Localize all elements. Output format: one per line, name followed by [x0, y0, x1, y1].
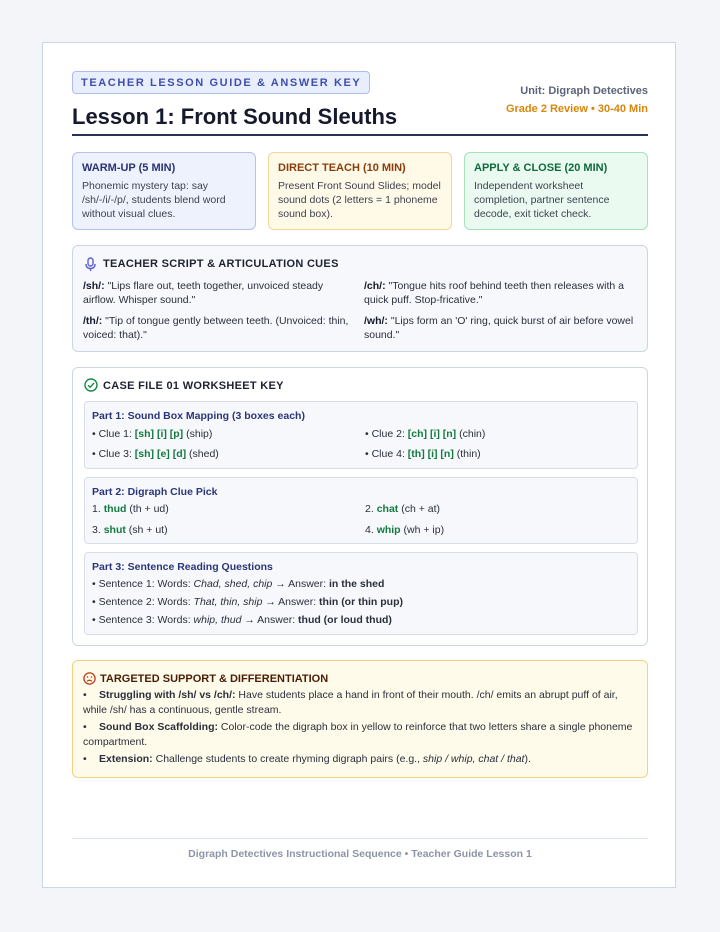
guide-badge: TEACHER LESSON GUIDE & ANSWER KEY: [72, 71, 370, 94]
sentence-item: • Sentence 3: Words: whip, thud → Answer: thud (or loud thud): [92, 614, 392, 626]
teacher-script-section: [72, 245, 648, 352]
pick-item: 4. whip (wh + ip): [365, 524, 445, 536]
microphone-icon: [84, 257, 97, 272]
support-item: • Struggling with /sh/ vs /ch/: Have students place a hand in front of their mouth. /ch/ emits an abrupt puff of air, while /sh/ has a continuous, gentle stream.: [83, 689, 618, 716]
part-title: Part 3: Sentence Reading Questions: [92, 561, 273, 573]
pick-item: 3. shut (sh + ut): [92, 524, 168, 536]
unit-name: Unit: Digraph Detectives: [520, 85, 648, 97]
part-3-sentence-reading: [84, 552, 638, 635]
cue-sound: /sh/:: [83, 280, 105, 292]
script-heading: TEACHER SCRIPT & ARTICULATION CUES: [103, 258, 339, 270]
clue-item: • Clue 1: [sh] [i] [p] (ship): [92, 428, 213, 440]
cue-sound: /ch/:: [364, 280, 386, 292]
cue-text: "Tip of tongue gently between teeth. (Unvoiced: thin, voiced: that).": [83, 315, 349, 341]
footer-divider: [72, 838, 648, 839]
phase-title: APPLY & CLOSE (20 MIN): [474, 162, 608, 174]
cue-text: "Lips form an 'O' ring, quick burst of air before vowel sound.": [364, 315, 634, 341]
clue-item: • Clue 4: [th] [i] [n] (thin): [365, 448, 481, 460]
support-item: • Extension: Challenge students to create rhyming digraph pairs (e.g., ship / whip, chat / that).: [83, 753, 531, 765]
phase-title: DIRECT TEACH (10 MIN): [278, 162, 406, 174]
phase-warm-up: [72, 152, 256, 230]
part-title: Part 2: Digraph Clue Pick: [92, 486, 218, 498]
cue-ch: [364, 279, 639, 307]
part-2-digraph-pick: [84, 477, 638, 544]
grade-duration: Grade 2 Review • 30-40 Min: [505, 103, 648, 115]
phase-title: WARM-UP (5 MIN): [82, 162, 176, 174]
support-section: [72, 660, 648, 778]
page-title: Lesson 1: Front Sound Sleuths: [72, 104, 398, 129]
page-content: [72, 71, 648, 860]
key-heading: CASE FILE 01 WORKSHEET KEY: [103, 380, 284, 392]
lesson-phases: [72, 152, 648, 230]
worksheet-key-section: [72, 367, 648, 646]
phase-description: Present Front Sound Slides; model sound dots (2 letters = 1 phoneme sound box).: [278, 180, 441, 220]
phase-apply-close: [464, 152, 648, 230]
cue-sound: /th/:: [83, 315, 103, 327]
part-1-sound-box: [84, 401, 638, 469]
cue-th: [83, 314, 358, 342]
pick-item: 2. chat (ch + at): [365, 503, 441, 515]
phase-direct-teach: [268, 152, 452, 230]
lesson-page: [42, 42, 676, 888]
part-title: Part 1: Sound Box Mapping (3 boxes each): [92, 410, 305, 422]
clue-item: • Clue 2: [ch] [i] [n] (chin): [365, 428, 486, 440]
pick-item: 1. thud (th + ud): [92, 503, 169, 515]
support-item: • Sound Box Scaffolding: Color-code the digraph box in yellow to reinforce that two letters share a single phoneme compartment.: [83, 721, 633, 748]
cue-wh: [364, 314, 639, 342]
unit-info: [506, 85, 648, 115]
support-heading: TARGETED SUPPORT & DIFFERENTIATION: [100, 673, 329, 685]
sentence-item: • Sentence 2: Words: That, thin, ship → Answer: thin (or thin pup): [92, 596, 404, 608]
page-footer: Digraph Detectives Instructional Sequence • Teacher Guide Lesson 1: [188, 848, 532, 860]
clue-item: • Clue 3: [sh] [e] [d] (shed): [92, 448, 219, 460]
header-divider: [72, 134, 648, 136]
cue-text: "Tongue hits roof behind teeth then releases with a quick puff. Stop-fricative.": [364, 280, 624, 306]
cue-sound: /wh/:: [364, 315, 388, 327]
cue-text: "Lips flare out, teeth together, unvoiced steady airflow. Whisper sound.": [83, 280, 324, 306]
sentence-item: • Sentence 1: Words: Chad, shed, chip → Answer: in the shed: [92, 578, 385, 590]
sad-face-icon: [83, 672, 96, 685]
check-circle-icon: [84, 378, 98, 392]
phase-description: Independent worksheet completion, partner sentence decode, exit ticket check.: [474, 180, 610, 220]
cue-sh: [83, 279, 358, 307]
phase-description: Phonemic mystery tap: say /sh/-/i/-/p/, students blend word without visual clues.: [82, 180, 226, 220]
